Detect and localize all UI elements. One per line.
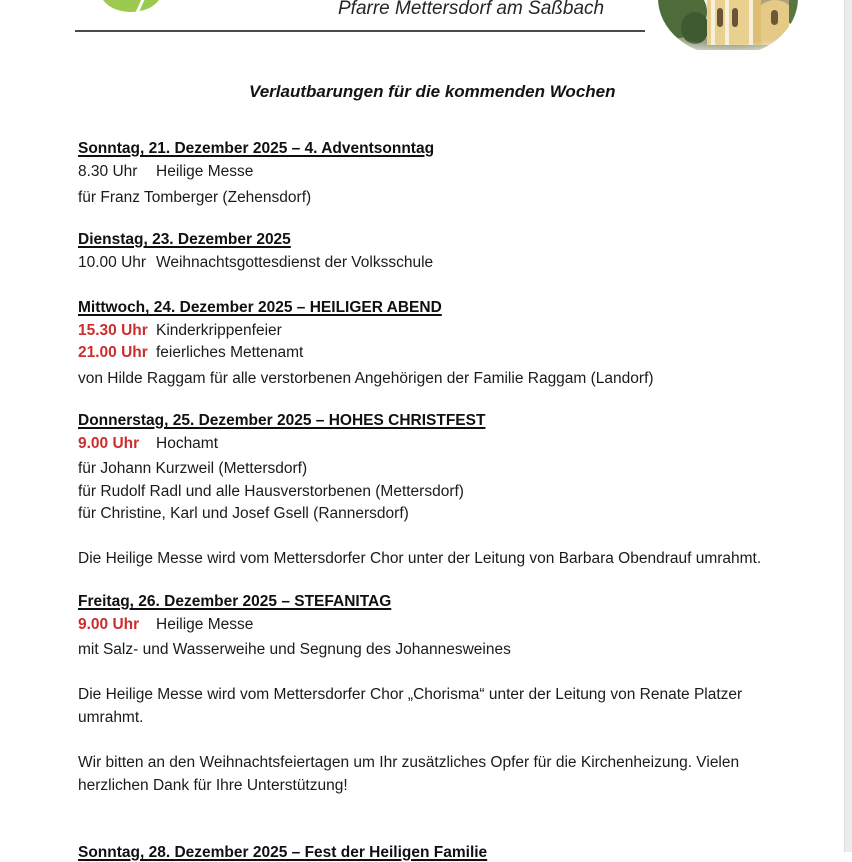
intention-line: mit Salz- und Wasserweihe und Segnung des Johannesweines — [78, 641, 511, 658]
event-time: 8.30 Uhr — [78, 163, 138, 180]
intention-line: für Johann Kurzweil (Mettersdorf) — [78, 460, 308, 477]
event-time: 21.00 Uhr — [78, 344, 148, 361]
section-heading-friday-26: Freitag, 26. Dezember 2025 – STEFANITAG — [78, 593, 392, 610]
event-row — [78, 435, 218, 453]
event-description: Heilige Messe — [156, 616, 254, 633]
closing-line: Wir bitten an den Weihnachtsfeiertagen um Ihr zusätzliches Opfer für die Kirchenheizung. Vielen — [78, 754, 740, 771]
section-heading-sunday-21: Sonntag, 21. Dezember 2025 – 4. Adventsonntag — [78, 140, 435, 157]
closing-paragraph — [78, 751, 739, 797]
event-row — [78, 163, 253, 181]
closing-line: herzlichen Dank für Ihre Unterstützung! — [78, 777, 348, 794]
event-description: feierliches Mettenamt — [156, 344, 304, 361]
event-row — [78, 616, 253, 634]
event-time: 10.00 Uhr — [78, 254, 147, 271]
event-time: 9.00 Uhr — [78, 435, 140, 452]
intention-line: für Christine, Karl und Josef Gsell (Rannersdorf) — [78, 505, 409, 522]
event-time: 15.30 Uhr — [78, 322, 148, 339]
church-photo — [657, 0, 802, 58]
section-heading-sunday-28: Sonntag, 28. Dezember 2025 – Fest der Heiligen Familie — [78, 844, 488, 861]
header-divider — [75, 30, 645, 32]
choir-note-line: Die Heilige Messe wird vom Mettersdorfer Chor „Chorisma“ unter der Leitung von Renate Platzer — [78, 686, 743, 703]
event-row — [78, 344, 303, 362]
event-row — [78, 254, 433, 272]
intention-line: für Franz Tomberger (Zehensdorf) — [78, 189, 312, 206]
event-time: 9.00 Uhr — [78, 616, 140, 633]
event-row — [78, 322, 282, 340]
document-title: Verlautbarungen für die kommenden Wochen — [249, 82, 616, 101]
event-description: Weihnachtsgottesdienst der Volksschule — [156, 254, 434, 271]
intention-line: für Rudolf Radl und alle Hausverstorbenen (Mettersdorf) — [78, 483, 464, 500]
page-edge — [844, 0, 852, 852]
section-heading-thursday-25: Donnerstag, 25. Dezember 2025 – HOHES CHRISTFEST — [78, 412, 486, 429]
choir-note: Die Heilige Messe wird vom Mettersdorfer Chor unter der Leitung von Barbara Obendrauf umrahmt. — [78, 550, 762, 567]
choir-note-line: umrahmt. — [78, 709, 144, 726]
parish-name: Pfarre Mettersdorf am Saßbach — [338, 0, 605, 19]
intention-line: von Hilde Raggam für alle verstorbenen Angehörigen der Familie Raggam (Landorf) — [78, 370, 654, 387]
parish-logo-icon — [100, 0, 162, 13]
choir-note — [78, 683, 742, 729]
event-description: Hochamt — [156, 435, 219, 452]
event-description: Kinderkrippenfeier — [156, 322, 282, 339]
event-description: Heilige Messe — [156, 163, 254, 180]
section-heading-wednesday-24: Mittwoch, 24. Dezember 2025 – HEILIGER ABEND — [78, 299, 442, 316]
section-heading-tuesday-23: Dienstag, 23. Dezember 2025 — [78, 231, 291, 248]
